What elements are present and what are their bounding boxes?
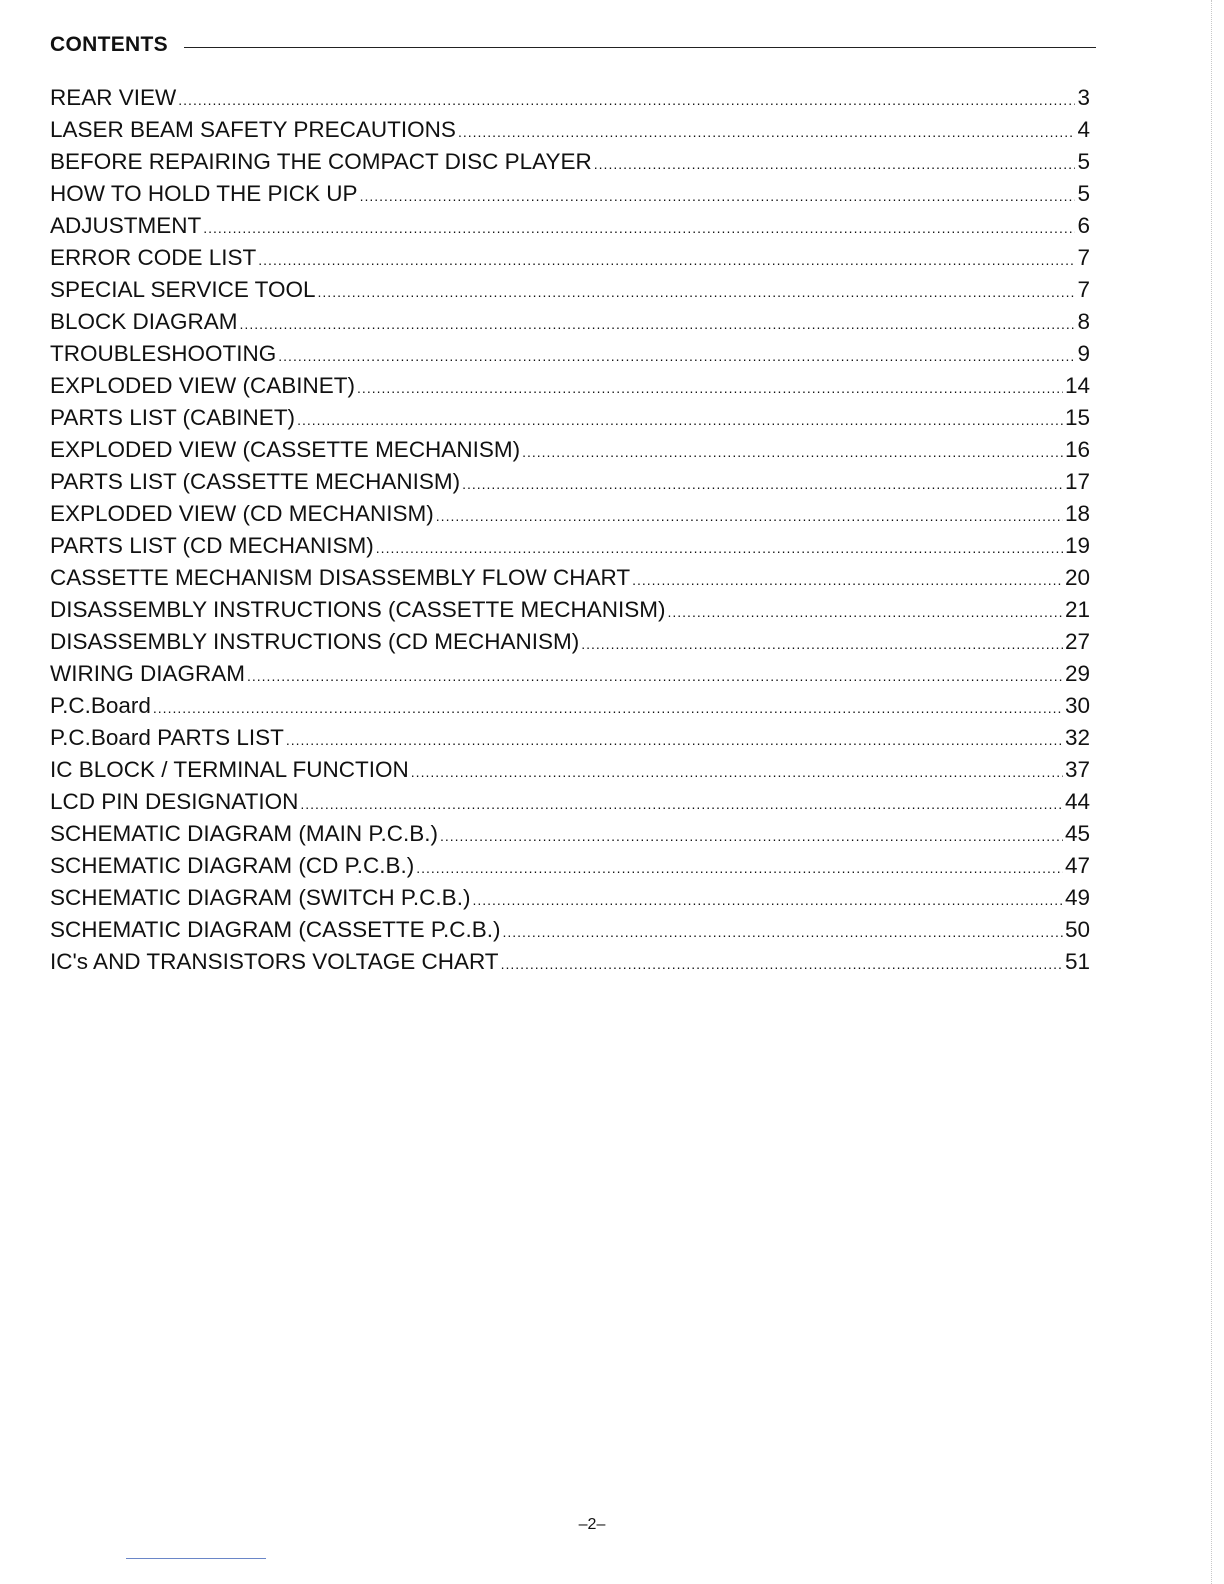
toc-dot-leader [376, 532, 1063, 562]
toc-entry[interactable] [50, 754, 1090, 786]
toc-entry-page: 51 [1064, 949, 1090, 974]
toc-entry-title: DISASSEMBLY INSTRUCTIONS (CD MECHANISM) [50, 629, 580, 654]
toc-entry[interactable] [50, 818, 1090, 850]
toc-entry[interactable] [50, 370, 1090, 402]
toc-dot-leader [668, 596, 1063, 626]
toc-entry[interactable] [50, 946, 1090, 978]
toc-entry-title: SCHEMATIC DIAGRAM (CD P.C.B.) [50, 853, 415, 878]
toc-entry-page: 30 [1064, 693, 1090, 718]
toc-entry-title: SCHEMATIC DIAGRAM (CASSETTE P.C.B.) [50, 917, 501, 942]
toc-entry-page: 47 [1064, 853, 1090, 878]
toc-dot-leader [472, 884, 1063, 914]
toc-entry-title: BLOCK DIAGRAM [50, 309, 238, 334]
toc-dot-leader [522, 436, 1063, 466]
toc-entry-page: 49 [1064, 885, 1090, 910]
toc-entry-title: WIRING DIAGRAM [50, 661, 245, 686]
toc-entry[interactable] [50, 658, 1090, 690]
toc-entry-page: 4 [1077, 117, 1090, 142]
toc-entry-title: SPECIAL SERVICE TOOL [50, 277, 316, 302]
toc-entry-title: P.C.Board [50, 693, 151, 718]
toc-entry-page: 44 [1064, 789, 1090, 814]
toc-entry-page: 29 [1064, 661, 1090, 686]
toc-entry[interactable] [50, 178, 1090, 210]
toc-entry-title: REAR VIEW [50, 85, 177, 110]
toc-dot-leader [178, 84, 1075, 114]
heading-rule [184, 47, 1096, 48]
toc-entry[interactable] [50, 274, 1090, 306]
toc-entry-page: 5 [1077, 149, 1090, 174]
toc-entry[interactable] [50, 914, 1090, 946]
toc-entry-title: DISASSEMBLY INSTRUCTIONS (CASSETTE MECHANISM) [50, 597, 666, 622]
toc-entry-page: 15 [1064, 405, 1090, 430]
toc-dot-leader [416, 852, 1063, 882]
toc-entry[interactable] [50, 626, 1090, 658]
toc-dot-leader [462, 468, 1063, 498]
toc-entry[interactable] [50, 210, 1090, 242]
toc-entry-page: 7 [1077, 277, 1090, 302]
toc-entry-page: 6 [1077, 213, 1090, 238]
footer-rule [126, 1558, 266, 1559]
toc-dot-leader [247, 660, 1063, 690]
toc-dot-leader [357, 372, 1063, 402]
toc-entry-title: IC's AND TRANSISTORS VOLTAGE CHART [50, 949, 499, 974]
toc-entry[interactable] [50, 882, 1090, 914]
toc-entry[interactable] [50, 594, 1090, 626]
toc-entry[interactable] [50, 242, 1090, 274]
toc-entry[interactable] [50, 786, 1090, 818]
toc-dot-leader [286, 724, 1063, 754]
toc-entry[interactable] [50, 466, 1090, 498]
toc-entry-page: 37 [1064, 757, 1090, 782]
toc-dot-leader [153, 692, 1063, 722]
toc-dot-leader [278, 340, 1075, 370]
toc-entry-page: 19 [1064, 533, 1090, 558]
toc-entry-title: TROUBLESHOOTING [50, 341, 277, 366]
toc-entry[interactable] [50, 722, 1090, 754]
toc-entry-title: LCD PIN DESIGNATION [50, 789, 299, 814]
toc-dot-leader [411, 756, 1063, 786]
toc-entry-title: SCHEMATIC DIAGRAM (SWITCH P.C.B.) [50, 885, 471, 910]
toc-entry-title: BEFORE REPAIRING THE COMPACT DISC PLAYER [50, 149, 592, 174]
toc-dot-leader [501, 948, 1063, 978]
toc-entry-title: SCHEMATIC DIAGRAM (MAIN P.C.B.) [50, 821, 438, 846]
toc-dot-leader [297, 404, 1063, 434]
toc-entry-title: ADJUSTMENT [50, 213, 202, 238]
toc-entry-title: PARTS LIST (CASSETTE MECHANISM) [50, 469, 461, 494]
toc-entry[interactable] [50, 498, 1090, 530]
toc-entry-title: HOW TO HOLD THE PICK UP [50, 181, 358, 206]
toc-entry-page: 14 [1064, 373, 1090, 398]
toc-entry-title: EXPLODED VIEW (CABINET) [50, 373, 356, 398]
toc-entry-page: 3 [1077, 85, 1090, 110]
table-of-contents [50, 82, 1090, 978]
toc-entry[interactable] [50, 82, 1090, 114]
toc-entry-page: 32 [1064, 725, 1090, 750]
toc-entry-page: 7 [1077, 245, 1090, 270]
toc-entry-title: CASSETTE MECHANISM DISASSEMBLY FLOW CHART [50, 565, 631, 590]
toc-entry[interactable] [50, 306, 1090, 338]
toc-dot-leader [632, 564, 1063, 594]
contents-heading: CONTENTS [50, 33, 168, 56]
toc-entry-title: PARTS LIST (CABINET) [50, 405, 296, 430]
toc-dot-leader [436, 500, 1063, 530]
toc-entry-page: 18 [1064, 501, 1090, 526]
toc-dot-leader [240, 308, 1076, 338]
toc-entry-page: 8 [1077, 309, 1090, 334]
toc-entry-page: 20 [1064, 565, 1090, 590]
contents-heading-row [50, 30, 1096, 60]
toc-dot-leader [258, 244, 1075, 274]
toc-entry[interactable] [50, 114, 1090, 146]
toc-entry[interactable] [50, 146, 1090, 178]
toc-entry-page: 21 [1064, 597, 1090, 622]
toc-dot-leader [594, 148, 1076, 178]
toc-entry[interactable] [50, 850, 1090, 882]
toc-entry-title: P.C.Board PARTS LIST [50, 725, 284, 750]
toc-entry[interactable] [50, 434, 1090, 466]
toc-entry[interactable] [50, 338, 1090, 370]
toc-entry[interactable] [50, 530, 1090, 562]
toc-entry-page: 16 [1064, 437, 1090, 462]
toc-entry[interactable] [50, 690, 1090, 722]
page-edge-mark [1211, 0, 1212, 1584]
toc-entry-title: EXPLODED VIEW (CASSETTE MECHANISM) [50, 437, 521, 462]
toc-entry-title: PARTS LIST (CD MECHANISM) [50, 533, 374, 558]
toc-entry-page: 27 [1064, 629, 1090, 654]
toc-entry-page: 5 [1077, 181, 1090, 206]
page-number: –2– [578, 1516, 606, 1533]
toc-entry[interactable] [50, 562, 1090, 594]
toc-dot-leader [300, 788, 1063, 818]
toc-entry-page: 50 [1064, 917, 1090, 942]
toc-entry-page: 17 [1064, 469, 1090, 494]
toc-entry[interactable] [50, 402, 1090, 434]
toc-dot-leader [502, 916, 1062, 946]
toc-entry-title: ERROR CODE LIST [50, 245, 257, 270]
toc-entry-page: 9 [1077, 341, 1090, 366]
toc-dot-leader [203, 212, 1075, 242]
toc-dot-leader [440, 820, 1063, 850]
toc-entry-title: IC BLOCK / TERMINAL FUNCTION [50, 757, 409, 782]
toc-dot-leader [318, 276, 1076, 306]
toc-dot-leader [581, 628, 1063, 658]
toc-dot-leader [458, 116, 1076, 146]
toc-dot-leader [360, 180, 1076, 210]
toc-entry-page: 45 [1064, 821, 1090, 846]
toc-entry-title: LASER BEAM SAFETY PRECAUTIONS [50, 117, 456, 142]
toc-entry-title: EXPLODED VIEW (CD MECHANISM) [50, 501, 434, 526]
